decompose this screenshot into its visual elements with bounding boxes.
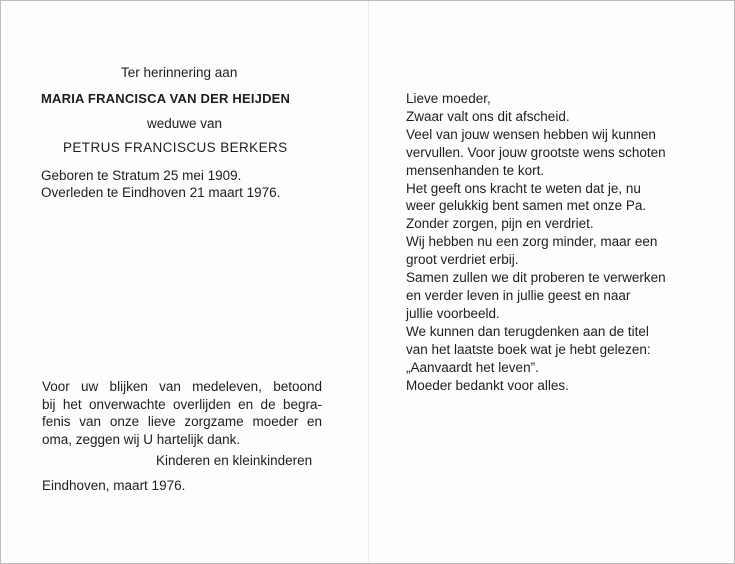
- poem-line: Het geeft ons kracht te weten dat je, nu: [406, 180, 641, 196]
- card-fold: [368, 1, 369, 563]
- place-date: Eindhoven, maart 1976.: [42, 478, 186, 493]
- poem-line: Veel van jouw wensen hebben wij kunnen: [406, 126, 656, 142]
- deceased-name: MARIA FRANCISCA VAN DER HEIJDEN: [41, 91, 291, 106]
- poem-line: van het laatste boek wat je hebt gelezen:: [406, 341, 651, 357]
- poem-line: mensenhanden te kort.: [406, 162, 545, 178]
- thanks-line: fenis van onze lieve zorgzame moeder en: [42, 414, 322, 429]
- poem-line: en verder leven in jullie geest en naar: [406, 287, 631, 303]
- widow-of-text: weduwe van: [147, 116, 223, 131]
- thanks-line: oma, zeggen wij U hartelijk dank.: [42, 431, 241, 447]
- poem-line: groot verdriet erbij.: [406, 252, 519, 268]
- poem-line: Wij hebben nu een zorg minder, maar een: [406, 234, 658, 250]
- poem-line: Samen zullen we dit proberen te verwerken: [406, 270, 666, 286]
- poem-line: weer gelukkig bent samen met onze Pa.: [406, 198, 647, 214]
- poem-line: jullie voorbeeld.: [406, 305, 500, 321]
- intro-text: Ter herinnering aan: [121, 65, 238, 80]
- poem: [406, 90, 686, 394]
- poem-line: „Aanvaardt het leven”.: [406, 359, 539, 375]
- thanks-line: Voor uw blijken van medeleven, betoond: [42, 379, 322, 394]
- poem-line: Zonder zorgen, pijn en verdriet.: [406, 216, 594, 232]
- poem-line: We kunnen dan terugdenken aan de titel: [406, 323, 649, 339]
- poem-line: Moeder bedankt voor alles.: [406, 377, 569, 393]
- birth-line: Geboren te Stratum 25 mei 1909.: [41, 168, 242, 183]
- signature: Kinderen en kleinkinderen: [156, 453, 313, 468]
- thanks-paragraph: [42, 378, 322, 448]
- poem-line: vervullen. Voor jouw grootste wens schoten: [406, 144, 666, 160]
- death-line: Overleden te Eindhoven 21 maart 1976.: [41, 185, 281, 200]
- husband-name: PETRUS FRANCISCUS BERKERS: [63, 140, 288, 155]
- poem-line: Zwaar valt ons dit afscheid.: [406, 108, 570, 124]
- poem-line: Lieve moeder,: [406, 91, 491, 106]
- thanks-line: bij het onverwachte overlijden en de begra-: [42, 396, 322, 412]
